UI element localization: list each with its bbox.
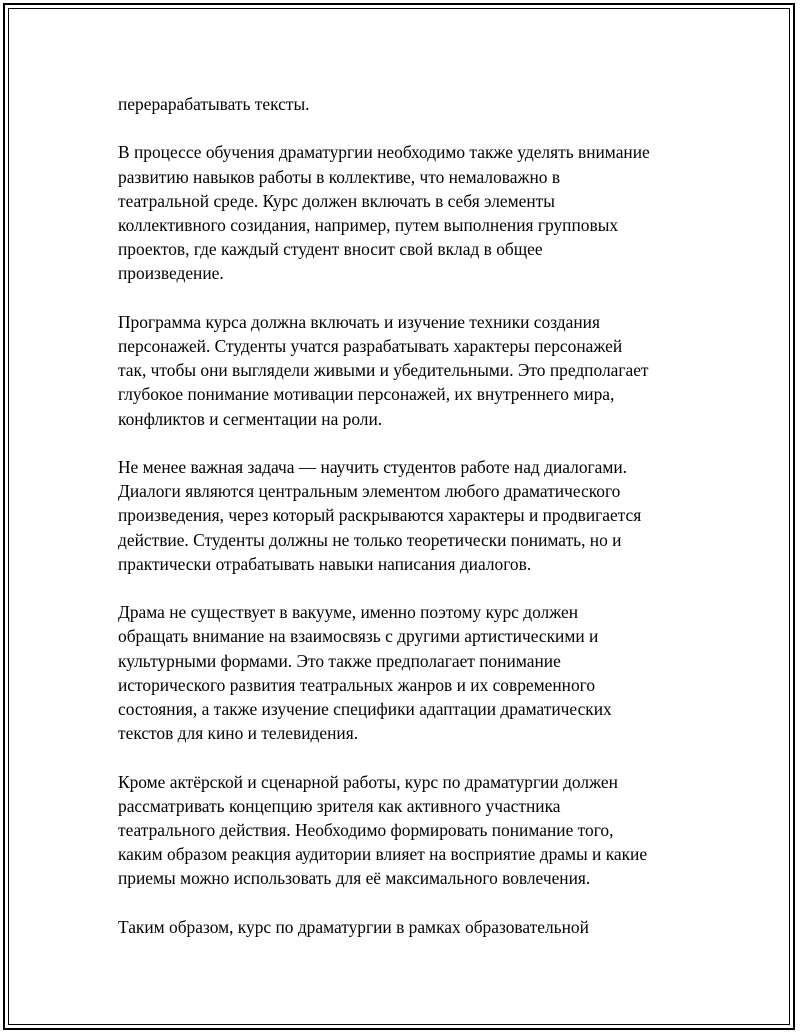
paragraph-7 xyxy=(118,915,698,939)
text-line: обращать внимание на взаимосвязь с другими артистическими и xyxy=(118,626,599,647)
paragraph-3 xyxy=(118,310,698,431)
text-line: Драма не существует в вакууме, именно поэтому курс должен xyxy=(118,602,579,623)
paragraph-2 xyxy=(118,140,698,285)
text-line: Не менее важная задача — научить студентов работе над диалогами. xyxy=(118,457,628,477)
paragraph-4 xyxy=(118,455,698,576)
text-line: приемы можно использовать для её максимального вовлечения. xyxy=(118,868,591,889)
text-line: рассматривать концепцию зрителя как активного участника xyxy=(118,795,561,816)
paragraph-1 xyxy=(118,92,698,116)
text-line: произведения, через который раскрываются характеры и продвигается xyxy=(118,505,642,526)
text-line: развитию навыков работы в коллективе, что немаловажно в xyxy=(118,166,561,187)
text-line: перерарабатывать тексты. xyxy=(118,94,310,114)
text-line: практически отрабатывать навыки написания диалогов. xyxy=(118,553,532,574)
text-line: состояния, а также изучение специфики адаптации драматических xyxy=(118,699,612,720)
text-line: Программа курса должна включать и изучение техники создания xyxy=(118,311,600,332)
text-line: произведение. xyxy=(118,263,224,284)
text-line: театральной среде. Курс должен включать в себя элементы xyxy=(118,190,555,211)
text-line: действие. Студенты должны не только теоретически понимать, но и xyxy=(118,529,622,550)
text-line: Диалоги являются центральным элементом любого драматического xyxy=(118,481,621,502)
text-line: исторического развития театральных жанров и их современного xyxy=(118,674,596,695)
text-line: Таким образом, курс по драматургии в рамках образовательной xyxy=(118,916,589,937)
text-line: В процессе обучения драматургии необходимо также уделять внимание xyxy=(118,142,650,163)
text-line: так, чтобы они выглядели живыми и убедительными. Это предполагает xyxy=(118,360,649,381)
text-line: персонажей. Студенты учатся разрабатывать характеры персонажей xyxy=(118,336,623,356)
text-line: театрального действия. Необходимо формировать понимание того, xyxy=(118,820,614,841)
paragraph-5 xyxy=(118,600,698,745)
text-line: конфликтов и сегментации на роли. xyxy=(118,408,383,429)
text-line: культурными формами. Это также предполагает понимание xyxy=(118,650,561,671)
text-line: каким образом реакция аудитории влияет на восприятие драмы и какие xyxy=(118,844,648,865)
text-line: коллективного созидания, например, путем выполнения групповых xyxy=(118,215,619,235)
text-line: текстов для кино и телевидения. xyxy=(118,723,359,744)
text-line: глубокое понимание мотивации персонажей, их внутреннего мира, xyxy=(118,384,615,405)
text-line: Кроме актёрской и сценарной работы, курс по драматургии должен xyxy=(118,771,618,792)
paragraph-6 xyxy=(118,770,698,891)
document-body xyxy=(118,92,698,939)
text-line: проектов, где каждый студент вносит свой вклад в общее xyxy=(118,239,543,260)
